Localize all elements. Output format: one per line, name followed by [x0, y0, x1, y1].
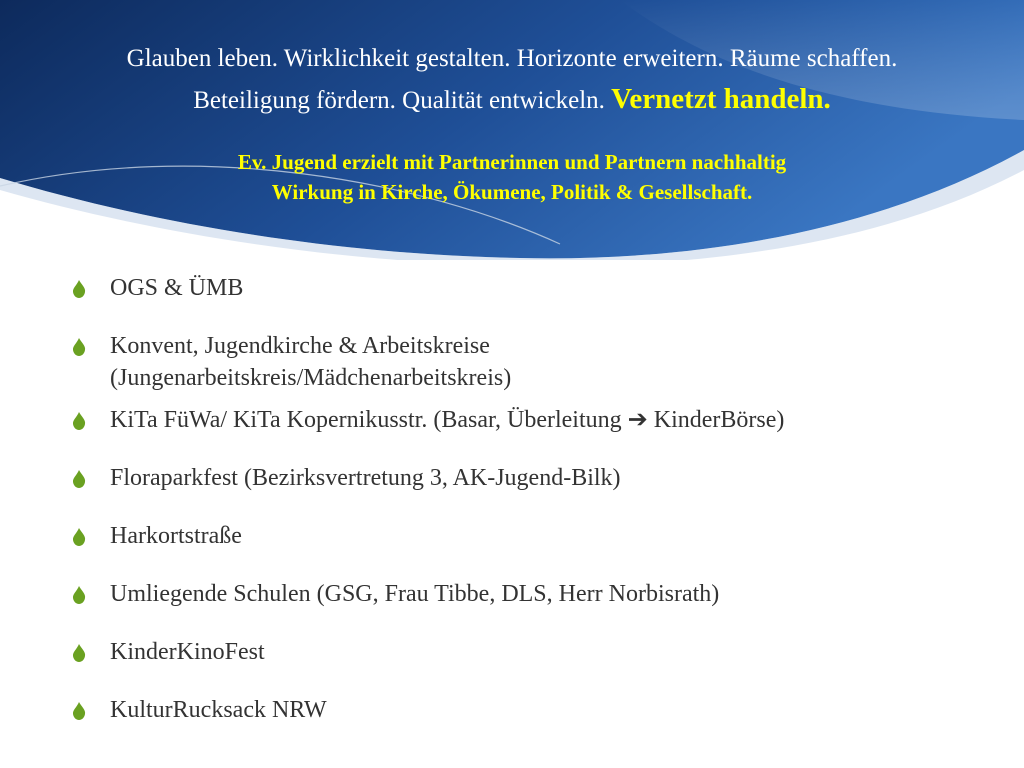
list-item [72, 330, 1002, 394]
flame-bullet-icon [72, 586, 86, 604]
list-item-text: Umliegende Schulen (GSG, Frau Tibbe, DLS, Herr Norbisrath) [110, 581, 720, 607]
list-item-text: OGS & ÜMB [110, 275, 244, 301]
list-item [72, 636, 1002, 668]
list-item [72, 404, 1002, 436]
flame-bullet-icon [72, 644, 86, 662]
list-item-text: Konvent, Jugendkirche & Arbeitskreise [110, 333, 490, 359]
flame-bullet-icon [72, 280, 86, 298]
list-item [72, 694, 1002, 726]
list-item-text: Floraparkfest (Bezirksvertretung 3, AK-Jugend-Bilk) [110, 465, 621, 491]
flame-bullet-icon [72, 338, 86, 356]
flame-bullet-icon [72, 702, 86, 720]
list-item [72, 520, 1002, 552]
list-item-text-continued: (Jungenarbeitskreis/Mädchenarbeitskreis) [110, 365, 512, 391]
list-item-text: KulturRucksack NRW [110, 697, 327, 723]
subtitle-line-1: Ev. Jugend erzielt mit Partnerinnen und Partnern nachhaltig [237, 150, 787, 174]
header-line-2-text: Beteiligung fördern. Qualität entwickeln. [193, 87, 612, 114]
bullet-list [72, 272, 1002, 752]
list-item-text: KinderKinoFest [110, 639, 265, 665]
flame-bullet-icon [72, 528, 86, 546]
list-item [72, 578, 1002, 610]
list-item-text: Harkortstraße [110, 523, 242, 549]
list-item [72, 462, 1002, 494]
list-item [72, 272, 1002, 304]
subtitle-line-2: Wirkung in Kirche, Ökumene, Politik & Gesellschaft. [271, 180, 753, 204]
header-line-2 [0, 82, 1024, 118]
header-highlight: Vernetzt handeln. [611, 83, 831, 115]
flame-bullet-icon [72, 470, 86, 488]
header-line-1: Glauben leben. Wirklichkeit gestalten. Horizonte erweitern. Räume schaffen. [126, 45, 898, 72]
header-subtitle [0, 147, 1024, 207]
header-banner [0, 0, 1024, 260]
flame-bullet-icon [72, 412, 86, 430]
list-item-text: KiTa FüWa/ KiTa Kopernikusstr. (Basar, Überleitung ➔ KinderBörse) [110, 407, 785, 433]
